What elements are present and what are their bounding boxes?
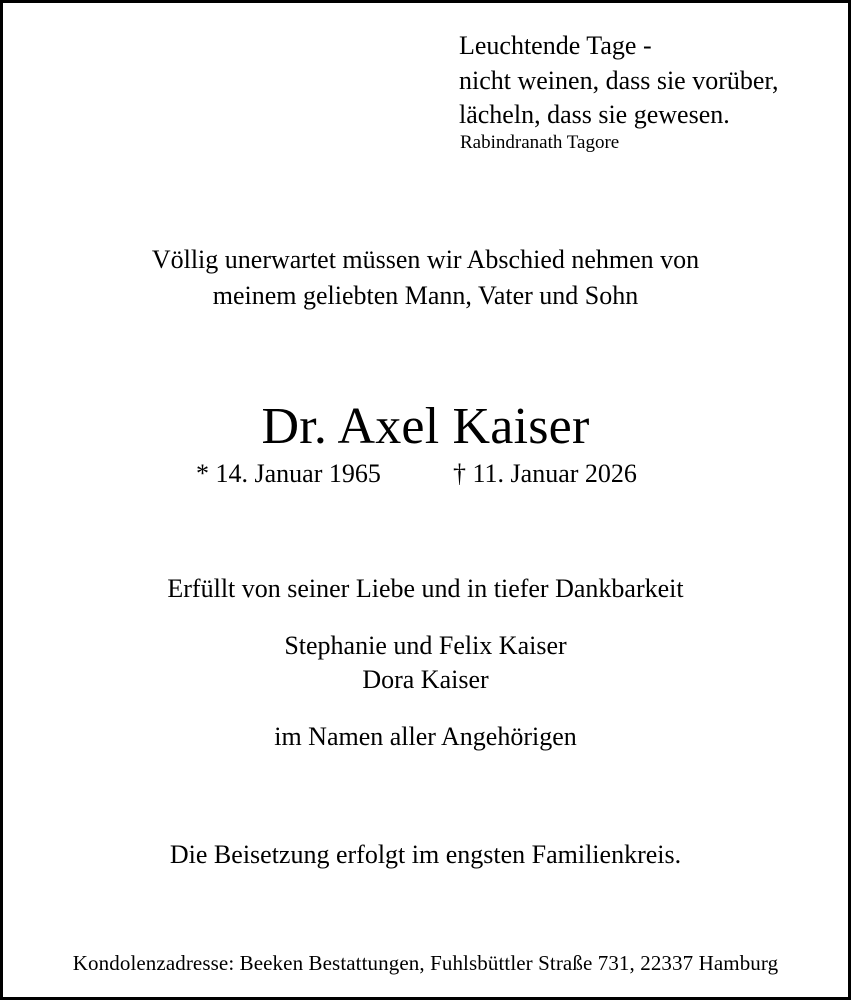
poem-line-3: lächeln, dass sie gewesen. bbox=[459, 100, 730, 129]
poem-line-2: nicht weinen, dass sie vorüber, bbox=[459, 66, 779, 95]
gratitude-text: Erfüllt von seiner Liebe und in tiefer Dankbarkeit bbox=[167, 574, 684, 603]
mourner-names-2: Dora Kaiser bbox=[362, 665, 489, 694]
mourner-names-1: Stephanie und Felix Kaiser bbox=[284, 631, 567, 660]
condolence-address: Kondolenzadresse: Beeken Bestattungen, Fuhlsbüttler Straße 731, 22337 Hamburg bbox=[72, 951, 779, 975]
burial-note: Die Beisetzung erfolgt im engsten Familienkreis. bbox=[169, 840, 682, 869]
relatives-text: im Namen aller Angehörigen bbox=[274, 722, 577, 751]
deceased-name: Dr. Axel Kaiser bbox=[261, 398, 590, 455]
poem-line-1: Leuchtende Tage - bbox=[459, 31, 652, 60]
intro-line-2: meinem geliebten Mann, Vater und Sohn bbox=[212, 281, 639, 310]
birth-date: * 14. Januar 1965 bbox=[196, 459, 381, 488]
poem-author: Rabindranath Tagore bbox=[460, 132, 620, 153]
intro-line-1: Völlig unerwartet müssen wir Abschied nehmen von bbox=[151, 245, 700, 274]
death-date: † 11. Januar 2026 bbox=[453, 459, 637, 488]
